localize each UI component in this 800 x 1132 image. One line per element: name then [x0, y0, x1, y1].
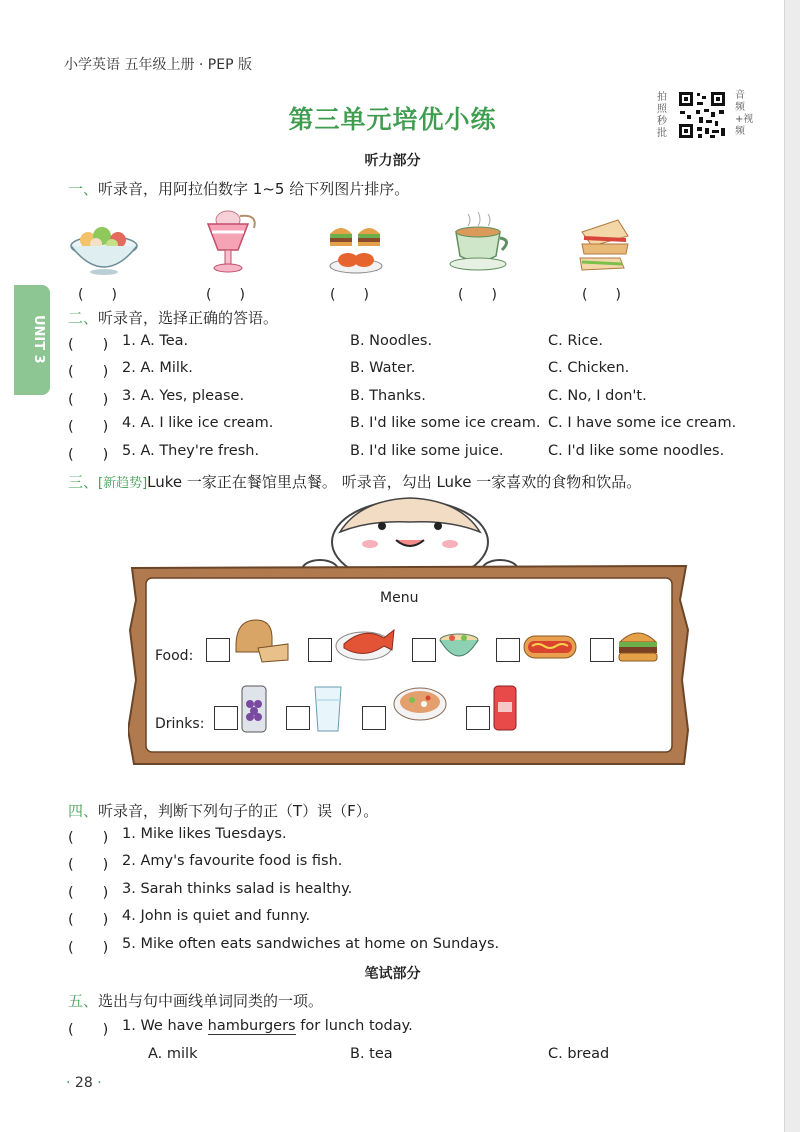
- unit-tab: [14, 285, 50, 395]
- bread-icon: [232, 616, 292, 664]
- noodles-bowl-icon: [438, 626, 480, 662]
- answer-paren[interactable]: ( ): [68, 830, 109, 846]
- option-a: A. milk: [148, 1046, 198, 1062]
- section4-text: 听录音，判断下列句子的正（T）误（F）。: [98, 802, 379, 820]
- section1-text: 听录音，用阿拉伯数字 1~5 给下列图片排序。: [98, 180, 410, 198]
- section3-text: Luke 一家正在餐馆里点餐。 听录音，勾出 Luke 一家喜欢的食物和饮品。: [147, 473, 642, 491]
- food-checkbox-hot-dog[interactable]: [496, 638, 520, 662]
- section4-heading: [68, 800, 378, 821]
- answer-paren[interactable]: ( ): [68, 447, 109, 463]
- hot-dog-icon: [522, 628, 578, 664]
- burgers-chicken-icon: [326, 220, 388, 276]
- fish-icon: [334, 620, 398, 664]
- option-b: B. I'd like some juice.: [350, 443, 504, 459]
- page-edge: [784, 0, 800, 1132]
- unit-tab-label: UNIT 3: [31, 315, 46, 364]
- answer-paren[interactable]: ( ): [68, 337, 109, 353]
- ice-cream-sundae-icon: [200, 206, 262, 278]
- option-c: C. Chicken.: [548, 360, 630, 376]
- food-checkbox-fish[interactable]: [308, 638, 332, 662]
- question-post: for lunch today.: [295, 1018, 413, 1034]
- question-option-a: 3. A. Yes, please.: [122, 388, 245, 404]
- section2-text: 听录音，选择正确的答语。: [98, 309, 279, 327]
- section1-number: 一、: [68, 180, 99, 198]
- qr-code-icon[interactable]: [677, 90, 727, 140]
- answer-paren[interactable]: ( ): [68, 392, 109, 408]
- food-checkbox-bread[interactable]: [206, 638, 230, 662]
- answer-paren[interactable]: ( ): [68, 857, 109, 873]
- section3-heading: [68, 471, 641, 492]
- book-title: 小学英语 五年级上册 · PEP 版: [64, 57, 252, 73]
- answer-paren-1[interactable]: ( ): [78, 287, 117, 303]
- question-pre: 1. We have: [122, 1018, 208, 1034]
- drink-checkbox-cola[interactable]: [466, 706, 490, 730]
- question-text: 4. John is quiet and funny.: [122, 908, 311, 924]
- question-text: 5. Mike often eats sandwiches at home on Sundays.: [122, 936, 500, 952]
- sandwich-icon: [574, 214, 636, 276]
- question-text: [122, 1018, 413, 1034]
- page-number: · 28 ·: [66, 1075, 102, 1091]
- soup-bowl-icon: [392, 684, 448, 724]
- answer-paren-3[interactable]: ( ): [330, 287, 369, 303]
- hamburger-icon: [616, 624, 660, 666]
- food-checkbox-hamburger[interactable]: [590, 638, 614, 662]
- drinks-label: Drinks:: [155, 716, 205, 732]
- underlined-word: hamburgers: [207, 1018, 296, 1034]
- question-text: 2. Amy's favourite food is fish.: [122, 853, 343, 869]
- glass-of-water-icon: [312, 684, 344, 734]
- answer-paren-5[interactable]: ( ): [582, 287, 621, 303]
- answer-paren[interactable]: ( ): [68, 364, 109, 380]
- answer-paren-2[interactable]: ( ): [206, 287, 245, 303]
- cola-can-icon: [492, 684, 518, 732]
- option-b: B. Noodles.: [350, 333, 433, 349]
- section2-heading: [68, 307, 278, 328]
- question-option-a: 4. A. I like ice cream.: [122, 415, 274, 431]
- answer-paren[interactable]: ( ): [68, 885, 109, 901]
- question-option-a: 2. A. Milk.: [122, 360, 193, 376]
- question-text: 1. Mike likes Tuesdays.: [122, 826, 287, 842]
- salad-icon: [68, 218, 140, 278]
- option-c: C. No, I don't.: [548, 388, 647, 404]
- answer-paren[interactable]: ( ): [68, 419, 109, 435]
- option-c: C. bread: [548, 1046, 610, 1062]
- option-b: B. Water.: [350, 360, 416, 376]
- food-label: Food:: [155, 648, 194, 664]
- drink-checkbox-grape-juice[interactable]: [214, 706, 238, 730]
- question-option-a: 5. A. They're fresh.: [122, 443, 260, 459]
- section4-number: 四、: [68, 802, 99, 820]
- drink-checkbox-soup[interactable]: [362, 706, 386, 730]
- option-c: C. Rice.: [548, 333, 603, 349]
- answer-paren[interactable]: ( ): [68, 1022, 109, 1038]
- option-b: B. I'd like some ice cream.: [350, 415, 541, 431]
- listening-title: 听力部分: [364, 153, 421, 169]
- qr-block[interactable]: [657, 88, 754, 146]
- answer-paren[interactable]: ( ): [68, 912, 109, 928]
- question-option-a: 1. A. Tea.: [122, 333, 189, 349]
- answer-paren-4[interactable]: ( ): [458, 287, 497, 303]
- cup-of-tea-icon: [446, 210, 516, 276]
- section5-heading: [68, 990, 323, 1011]
- answer-paren[interactable]: ( ): [68, 940, 109, 956]
- section5-text: 选出与句中画线单词同类的一项。: [98, 992, 324, 1010]
- option-b: B. tea: [350, 1046, 393, 1062]
- option-c: C. I'd like some noodles.: [548, 443, 725, 459]
- section3-number: 三、: [68, 473, 99, 491]
- menu-title: Menu: [380, 590, 419, 606]
- section1-heading: [68, 178, 409, 199]
- food-checkbox-noodles[interactable]: [412, 638, 436, 662]
- qr-caption-left: 拍照秒批: [657, 92, 667, 139]
- section5-number: 五、: [68, 992, 99, 1010]
- option-b: B. Thanks.: [350, 388, 426, 404]
- writing-title: 笔试部分: [364, 966, 421, 982]
- section2-number: 二、: [68, 309, 99, 327]
- qr-caption-right: 音频+视频: [735, 90, 754, 137]
- grape-juice-can-icon: [240, 684, 268, 734]
- page-title: 第三单元培优小练: [288, 105, 497, 134]
- trend-tag: [新趋势]: [98, 476, 148, 491]
- question-text: 3. Sarah thinks salad is healthy.: [122, 881, 353, 897]
- page-number-value: 28: [74, 1075, 93, 1091]
- option-c: C. I have some ice cream.: [548, 415, 737, 431]
- drink-checkbox-water[interactable]: [286, 706, 310, 730]
